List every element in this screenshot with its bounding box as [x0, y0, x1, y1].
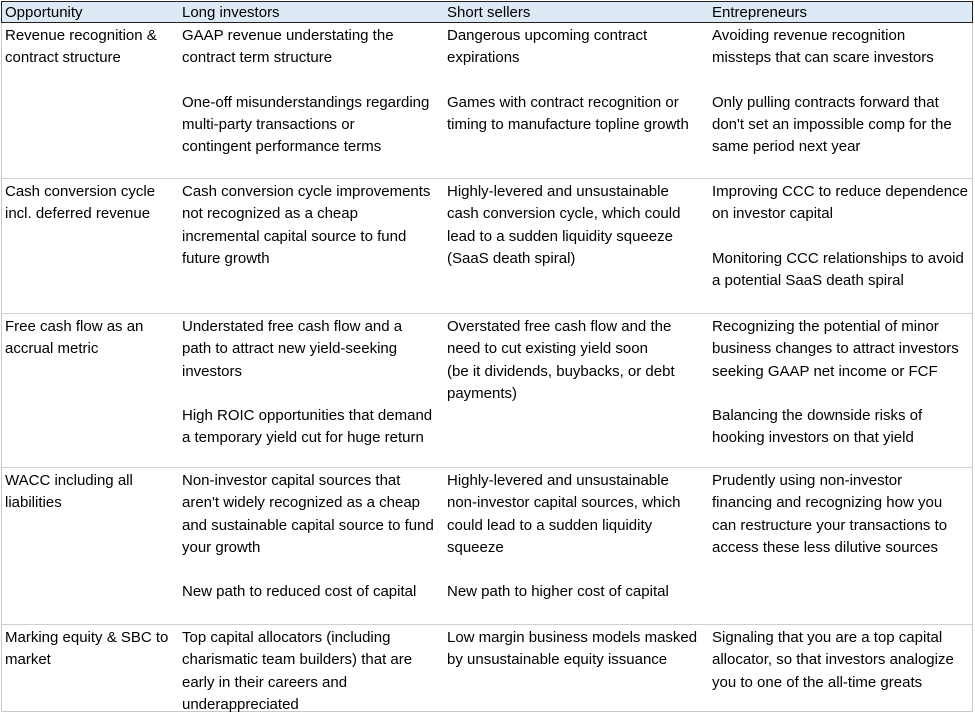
cell-line — [182, 559, 434, 581]
cell-line: One-off misunderstandings regarding — [182, 93, 430, 111]
cell-line: business changes to attract investors — [712, 340, 959, 358]
cell-line: underappreciated — [182, 695, 299, 713]
cell-line: Recognizing the potential of minor — [712, 318, 939, 335]
cell-entrepreneurs — [712, 316, 959, 450]
cell-line: market — [5, 651, 51, 669]
cell-line: Revenue recognition & — [5, 27, 157, 44]
cell-line — [447, 70, 689, 92]
cell-line: Free cash flow as an — [5, 318, 144, 335]
cell-line: Non-investor capital sources that — [182, 472, 401, 489]
opportunity-table — [1, 1, 973, 712]
cell-opportunity — [5, 470, 133, 515]
cell-line: allocator, so that investors analogize — [712, 651, 954, 669]
cell-line: Cash conversion cycle — [5, 183, 156, 200]
header-long-investors: Long investors — [182, 4, 280, 21]
cell-line: contract term structure — [182, 49, 333, 67]
cell-entrepreneurs — [712, 181, 968, 292]
cell-line: Highly-levered and unsustainable — [447, 183, 669, 200]
cell-line: Highly-levered and unsustainable — [447, 472, 669, 489]
cell-line: accrual metric — [5, 340, 99, 358]
table-row — [2, 178, 972, 313]
header-entrepreneurs: Entrepreneurs — [712, 4, 808, 21]
cell-line: by unsustainable equity issuance — [447, 651, 668, 669]
cell-long-investors — [182, 627, 412, 716]
cell-line: WACC including all — [5, 472, 133, 489]
cell-line: (be it dividends, buybacks, or debt — [447, 362, 675, 380]
cell-line: contract structure — [5, 49, 121, 67]
cell-line: investors — [182, 362, 243, 380]
header-opportunity: Opportunity — [5, 4, 83, 21]
cell-line: Avoiding revenue recognition — [712, 27, 906, 44]
cell-short-sellers — [447, 181, 680, 270]
cell-line: GAAP revenue understating the — [182, 27, 394, 44]
cell-long-investors — [182, 316, 432, 450]
cell-line: Games with contract recognition or — [447, 93, 679, 111]
cell-line: cash conversion cycle, which could — [447, 205, 681, 223]
table-row — [2, 467, 972, 624]
cell-line: squeeze — [447, 538, 504, 556]
cell-line — [712, 226, 968, 248]
cell-line: incl. deferred revenue — [5, 205, 151, 223]
cell-line: Only pulling contracts forward that — [712, 93, 939, 111]
cell-line: multi-party transactions or — [182, 116, 355, 134]
cell-short-sellers — [447, 316, 675, 405]
cell-line — [712, 383, 959, 405]
cell-line: non-investor capital sources, which — [447, 494, 681, 512]
cell-short-sellers — [447, 470, 680, 604]
cell-entrepreneurs — [712, 470, 947, 559]
table-row — [2, 313, 972, 467]
cell-line: lead to a sudden liquidity squeeze — [447, 227, 673, 245]
cell-line: Signaling that you are a top capital — [712, 629, 943, 646]
cell-line: path to attract new yield-seeking — [182, 340, 398, 358]
cell-line: liabilities — [5, 494, 62, 512]
cell-line — [182, 383, 432, 405]
cell-line: don't set an impossible comp for the — [712, 116, 952, 134]
cell-line: can restructure your transactions to — [712, 516, 948, 534]
cell-line: future growth — [182, 249, 270, 267]
cell-line: New path to reduced cost of capital — [182, 583, 417, 601]
cell-line: Monitoring CCC relationships to avoid — [712, 249, 964, 267]
cell-line: Marking equity & SBC to — [5, 629, 169, 646]
cell-line: Low margin business models masked — [447, 629, 698, 646]
table-row — [2, 23, 972, 178]
cell-line: expirations — [447, 49, 520, 67]
cell-line: Balancing the downside risks of — [712, 407, 923, 425]
cell-line: Understated free cash flow and a — [182, 318, 403, 335]
cell-line: Prudently using non-investor — [712, 472, 903, 489]
cell-line: payments) — [447, 384, 518, 402]
cell-line: contingent performance terms — [182, 138, 382, 156]
cell-line: financing and recognizing how you — [712, 494, 943, 512]
cell-opportunity — [5, 181, 155, 226]
cell-line: you to one of the all-time greats — [712, 673, 923, 691]
cell-short-sellers — [447, 25, 689, 136]
cell-opportunity — [5, 316, 143, 361]
header-short-sellers: Short sellers — [447, 4, 531, 21]
cell-opportunity — [5, 627, 168, 672]
cell-line: a temporary yield cut for huge return — [182, 429, 424, 447]
cell-line: High ROIC opportunities that demand — [182, 407, 433, 425]
cell-line: aren't widely recognized as a cheap — [182, 494, 421, 512]
cell-line: New path to higher cost of capital — [447, 583, 669, 601]
table-header — [1, 1, 973, 23]
cell-entrepreneurs — [712, 25, 952, 159]
cell-short-sellers — [447, 627, 697, 672]
cell-line: hooking investors on that yield — [712, 429, 914, 447]
cell-line: on investor capital — [712, 205, 833, 223]
table-row — [2, 624, 972, 712]
cell-line: your growth — [182, 538, 261, 556]
cell-line: and sustainable capital source to fund — [182, 516, 434, 534]
cell-line: Overstated free cash flow and the — [447, 318, 672, 335]
cell-line: timing to manufacture topline growth — [447, 116, 689, 134]
cell-line: early in their careers and — [182, 673, 348, 691]
cell-line: not recognized as a cheap — [182, 205, 358, 223]
cell-entrepreneurs — [712, 627, 954, 694]
cell-line — [712, 70, 952, 92]
cell-line: access these less dilutive sources — [712, 538, 938, 556]
cell-opportunity — [5, 25, 157, 70]
cell-line: incremental capital source to fund — [182, 227, 407, 245]
cell-long-investors — [182, 181, 430, 270]
cell-line: Improving CCC to reduce dependence — [712, 183, 968, 200]
cell-line: seeking GAAP net income or FCF — [712, 362, 938, 380]
cell-line: could lead to a sudden liquidity — [447, 516, 653, 534]
cell-long-investors — [182, 25, 429, 159]
cell-line: (SaaS death spiral) — [447, 249, 576, 267]
cell-line: a potential SaaS death spiral — [712, 272, 904, 290]
cell-line: missteps that can scare investors — [712, 49, 934, 67]
cell-long-investors — [182, 470, 434, 604]
cell-line: same period next year — [712, 138, 861, 156]
cell-line: charismatic team builders) that are — [182, 651, 413, 669]
cell-line — [182, 70, 429, 92]
cell-line: need to cut existing yield soon — [447, 340, 648, 358]
cell-line: Cash conversion cycle improvements — [182, 183, 431, 200]
cell-line: Top capital allocators (including — [182, 629, 391, 646]
cell-line: Dangerous upcoming contract — [447, 27, 648, 44]
cell-line — [447, 559, 680, 581]
